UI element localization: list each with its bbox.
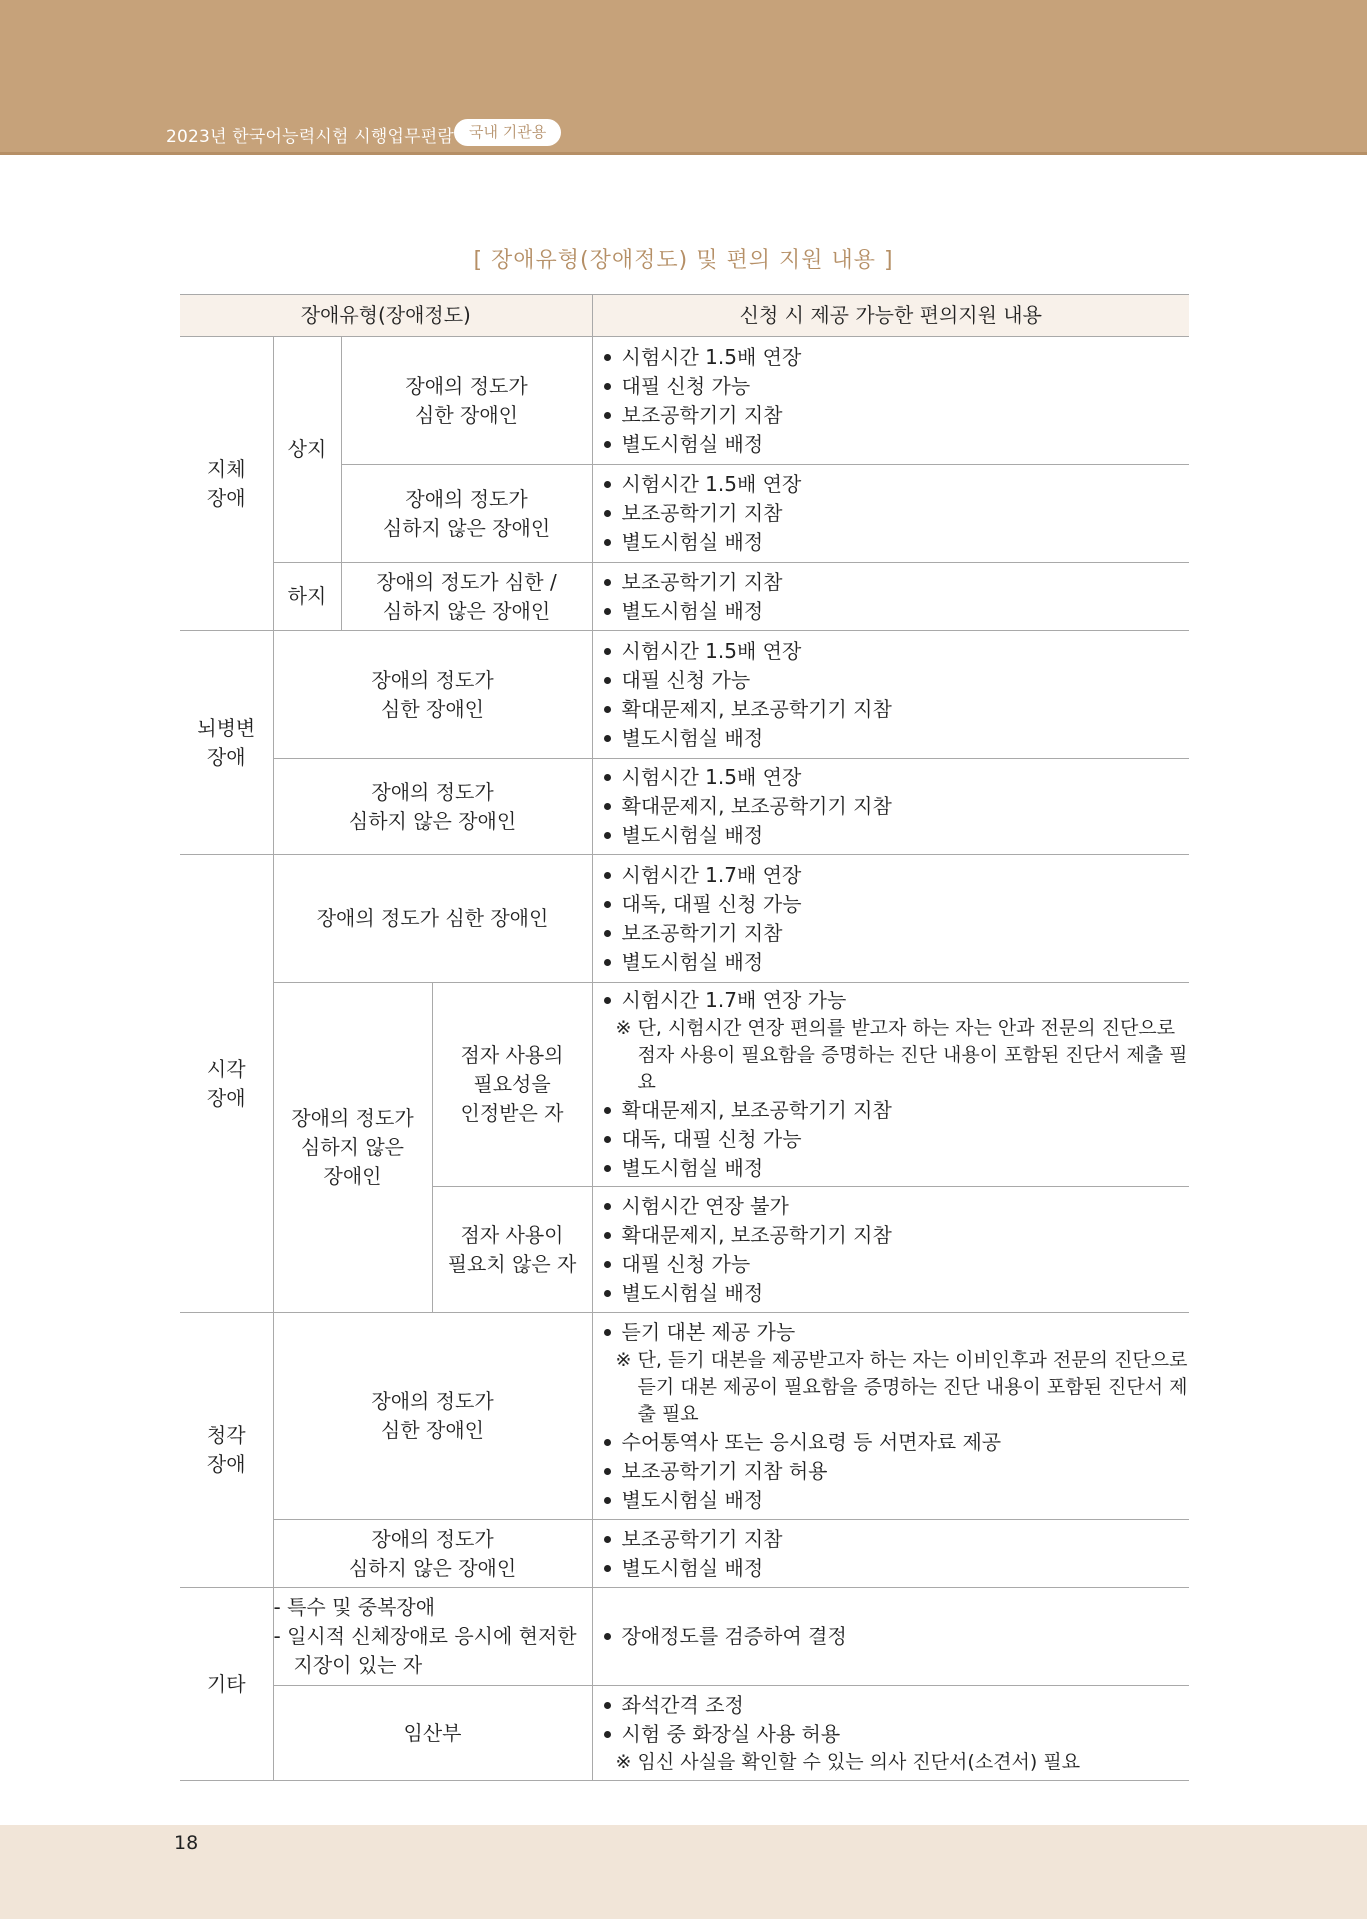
support-cell (592, 1686, 1189, 1781)
table-row (180, 1313, 1189, 1520)
list-item: 시험시간 1.7배 연장 가능 (593, 986, 1190, 1015)
list-item: 대독, 대필 신청 가능 (593, 1125, 1190, 1154)
severity-label: 장애의 정도가 심하지 않은 장애인 (273, 1520, 592, 1588)
list-item: 별도시험실 배정 (593, 1154, 1190, 1183)
handbook-title: 2023년 한국어능력시험 시행업무편람 (166, 127, 454, 147)
list-item: 시험시간 1.5배 연장 (593, 470, 1190, 499)
list-item: 별도시험실 배정 (593, 1554, 1190, 1583)
list-item: 수어통역사 또는 응시요령 등 서면자료 제공 (593, 1428, 1190, 1457)
support-cell (592, 337, 1189, 465)
list-item: 시험시간 1.5배 연장 (593, 637, 1190, 666)
table-row (180, 337, 1189, 465)
support-cell (592, 1588, 1189, 1686)
support-cell (592, 631, 1189, 759)
list-item: 대필 신청 가능 (593, 1250, 1190, 1279)
severity-label: 장애의 정도가 심한 / 심하지 않은 장애인 (341, 563, 592, 631)
category-visual: 시각 장애 (180, 855, 273, 1313)
list-item: 대독, 대필 신청 가능 (593, 890, 1190, 919)
list-item: 시험시간 1.5배 연장 (593, 343, 1190, 372)
category-physical: 지체 장애 (180, 337, 273, 631)
support-cell (592, 1313, 1189, 1520)
table-title: [ 장애유형(장애정도) 및 편의 지원 내용 ] (473, 248, 894, 273)
severity-label: 장애의 정도가 심한 장애인 (273, 855, 592, 983)
col-header-type: 장애유형(장애정도) (180, 295, 592, 337)
table-row (180, 631, 1189, 759)
list-item: 별도시험실 배정 (593, 1279, 1190, 1308)
list-item: 장애정도를 검증하여 결정 (593, 1622, 1190, 1651)
list-item: 별도시험실 배정 (593, 430, 1190, 459)
list-item: 확대문제지, 보조공학기기 지참 (593, 695, 1190, 724)
list-item: 시험시간 1.7배 연장 (593, 861, 1190, 890)
list-item: 보조공학기기 지참 (593, 568, 1190, 597)
category-hearing: 청각 장애 (180, 1313, 273, 1588)
list-item: 시험시간 1.5배 연장 (593, 763, 1190, 792)
table-row (180, 1588, 1189, 1686)
subcategory-lower-limb: 하지 (273, 563, 341, 631)
list-item: 확대문제지, 보조공학기기 지참 (593, 1096, 1190, 1125)
list-item: 보조공학기기 지참 (593, 919, 1190, 948)
list-item: 듣기 대본 제공 가능 (593, 1318, 1190, 1347)
list-item: 보조공학기기 지참 (593, 1525, 1190, 1554)
list-item: 별도시험실 배정 (593, 528, 1190, 557)
note-text: ※ 단, 시험시간 연장 편의를 받고자 하는 자는 안과 전문의 진단으로 점자 사용이 필요함을 증명하는 진단 내용이 포함된 진단서 제출 필요 (615, 1017, 1188, 1093)
support-cell (592, 465, 1189, 563)
severity-label: 장애의 정도가 심하지 않은 장애인 (273, 759, 592, 855)
table-header-row (180, 295, 1189, 337)
table-row (180, 759, 1189, 855)
condition-line: - 일시적 신체장애로 응시에 현저한 지장이 있는 자 (273, 1624, 577, 1677)
table-row (180, 1520, 1189, 1588)
support-cell (592, 1520, 1189, 1588)
note-text: ※ 임신 사실을 확인할 수 있는 의사 진단서(소견서) 필요 (615, 1750, 1081, 1773)
list-item: 확대문제지, 보조공학기기 지참 (593, 1221, 1190, 1250)
support-cell (592, 855, 1189, 983)
footer-band (0, 1825, 1367, 1919)
audience-badge: 국내 기관용 (454, 119, 561, 146)
list-item: 별도시험실 배정 (593, 821, 1190, 850)
header-divider (0, 152, 1367, 155)
list-item: 별도시험실 배정 (593, 1486, 1190, 1515)
other-conditions (273, 1588, 592, 1686)
support-cell (592, 563, 1189, 631)
list-item: 별도시험실 배정 (593, 948, 1190, 977)
list-item: 시험시간 연장 불가 (593, 1192, 1190, 1221)
accommodation-table (180, 294, 1189, 1781)
severity-label: 장애의 정도가 심한 장애인 (341, 337, 592, 465)
list-item: 대필 신청 가능 (593, 666, 1190, 695)
list-item: 대필 신청 가능 (593, 372, 1190, 401)
list-item: 좌석간격 조정 (593, 1691, 1190, 1720)
severity-label: 장애의 정도가 심한 장애인 (273, 1313, 592, 1520)
list-item: 별도시험실 배정 (593, 724, 1190, 753)
severity-label: 장애의 정도가 심하지 않은 장애인 (273, 983, 432, 1313)
subcategory-upper-limb: 상지 (273, 337, 341, 563)
note-text: ※ 단, 듣기 대본을 제공받고자 하는 자는 이비인후과 전문의 진단으로 듣기 대본 제공이 필요함을 증명하는 진단 내용이 포함된 진단서 제출 필요 (615, 1348, 1188, 1425)
braille-label: 점자 사용이 필요치 않은 자 (432, 1187, 592, 1313)
category-other: 기타 (180, 1588, 273, 1781)
col-header-support: 신청 시 제공 가능한 편의지원 내용 (592, 295, 1189, 337)
list-item: 시험 중 화장실 사용 허용 (593, 1720, 1190, 1749)
severity-label: 장애의 정도가 심한 장애인 (273, 631, 592, 759)
support-cell (592, 759, 1189, 855)
table-row (180, 563, 1189, 631)
condition-line: - 특수 및 중복장애 (273, 1595, 436, 1619)
pregnant-label: 임산부 (273, 1686, 592, 1781)
list-item: 별도시험실 배정 (593, 597, 1190, 626)
table-row (180, 1686, 1189, 1781)
list-item: 보조공학기기 지참 허용 (593, 1457, 1190, 1486)
table-row (180, 983, 1189, 1187)
category-brain: 뇌병변 장애 (180, 631, 273, 855)
list-item: 보조공학기기 지참 (593, 401, 1190, 430)
support-cell (592, 983, 1189, 1187)
braille-label: 점자 사용의 필요성을 인정받은 자 (432, 983, 592, 1187)
list-item: 보조공학기기 지참 (593, 499, 1190, 528)
support-cell (592, 1187, 1189, 1313)
page-number: 18 (174, 1832, 199, 1854)
table-row (180, 855, 1189, 983)
severity-label: 장애의 정도가 심하지 않은 장애인 (341, 465, 592, 563)
list-item: 확대문제지, 보조공학기기 지참 (593, 792, 1190, 821)
